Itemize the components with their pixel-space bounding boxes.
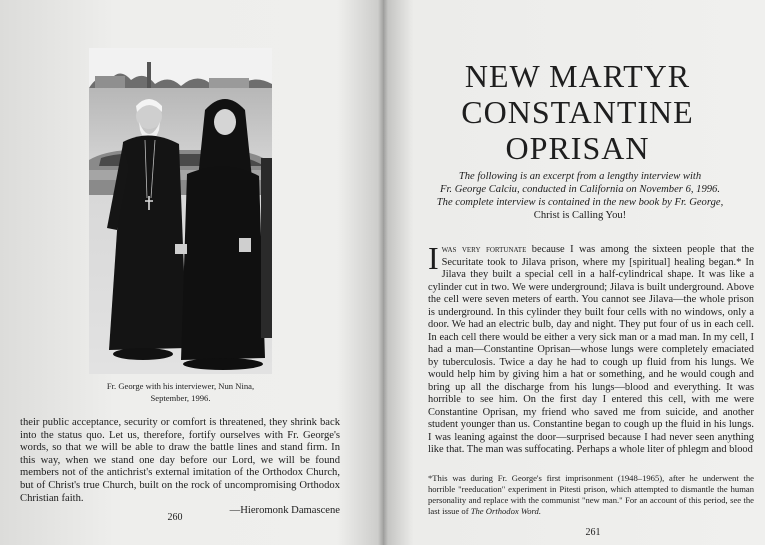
- page-number-right: 261: [585, 527, 601, 538]
- left-page-text: [20, 417, 340, 518]
- caption-line-1: Fr. George with his interviewer, Nun Nina,: [106, 381, 255, 391]
- article-title: [400, 58, 755, 166]
- title-line-1: NEW MARTYR: [464, 58, 691, 94]
- caption-line-2: September, 1996.: [150, 393, 211, 403]
- intro-book-title: Christ is Calling You!: [533, 210, 627, 221]
- photo-fr-george-and-nun-nina: [89, 48, 272, 374]
- footnote: [428, 473, 754, 517]
- signature: —Hieromonk Damascene: [229, 505, 340, 517]
- article-body: [428, 240, 754, 457]
- intro-line-3: The complete interview is contained in the new book by Fr. George,: [436, 197, 724, 208]
- title-line-2: CONSTANTINE: [461, 94, 694, 130]
- intro-line-2: Fr. George Calciu, conducted in California on November 6, 1996.: [439, 184, 720, 195]
- intro-note: [410, 170, 750, 222]
- lead-in: was very fortunate: [441, 244, 527, 255]
- photo-caption: [89, 380, 272, 404]
- figures-priest-and-nun: [89, 78, 272, 374]
- body-text: because I was among the sixteen people that the Securitate took to Jilava prison, where my [spiritual] healing began.* In Jilava they built a special cell in a half-cylindrical shape. It was like a cylinder cut in two. We were underground; Jilava is built underground. Above the cell were seven meters of earth. You cannot see Jilava—the whole prison is underground. In this cylinder they built four cells with no windows, only a door. We had an electric bulb, day and night. They put four of us in each cell. In each cell there would be either a very sick man or a mad man. In my cell, I had a man—Constantine Oprisan—whose lungs were completely emaciated by tuberculosis. Twice a day he had to cough up fluid from his lungs. We would help him by giving him a hat or something, and he would cough and bring up all the discharge from his lungs—blood and everything. It was horrible to see him. On the first day I entered this cell, with me were Constantine Oprisan, my friend who saved me from suicide, and another student younger than us. Constantine began to cough up the fluid in his lungs. I was leaning against the door—surprised because I had never seen anything like that. The man was suffocating. Perhaps a whole liter of phlegm and blood: [428, 244, 754, 455]
- drop-cap: I: [428, 240, 439, 276]
- footnote-journal: The Orthodox Word.: [470, 506, 541, 516]
- intro-line-1: The following is an excerpt from a lengthy interview with: [458, 171, 702, 182]
- left-paragraph: their public acceptance, security or comfort is threatened, they shrink back into the status quo. Let us, therefore, fortify ourselves with Fr. George's words, so that we will be able to draw the battle lines and stand firm. In this way, when we stand one day before our Lord, we will be found members not of the antichrist's external imitation of the Orthodox Church, but of Christ's true Church, built on the rock of uncompromising Orthodox Christian faith.: [20, 417, 340, 504]
- title-line-3: OPRISAN: [505, 130, 650, 166]
- page-number-left: 260: [167, 512, 183, 523]
- book-gutter: [378, 0, 388, 545]
- footnote-text: *This was during Fr. George's first imprisonment (1948–1965), after he underwent the horrible "reeducation" experiment in Pitesti prison, which attempted to dismantle the human personality and replace with the communist "new man." For an account of this period, see the last issue of: [428, 473, 754, 516]
